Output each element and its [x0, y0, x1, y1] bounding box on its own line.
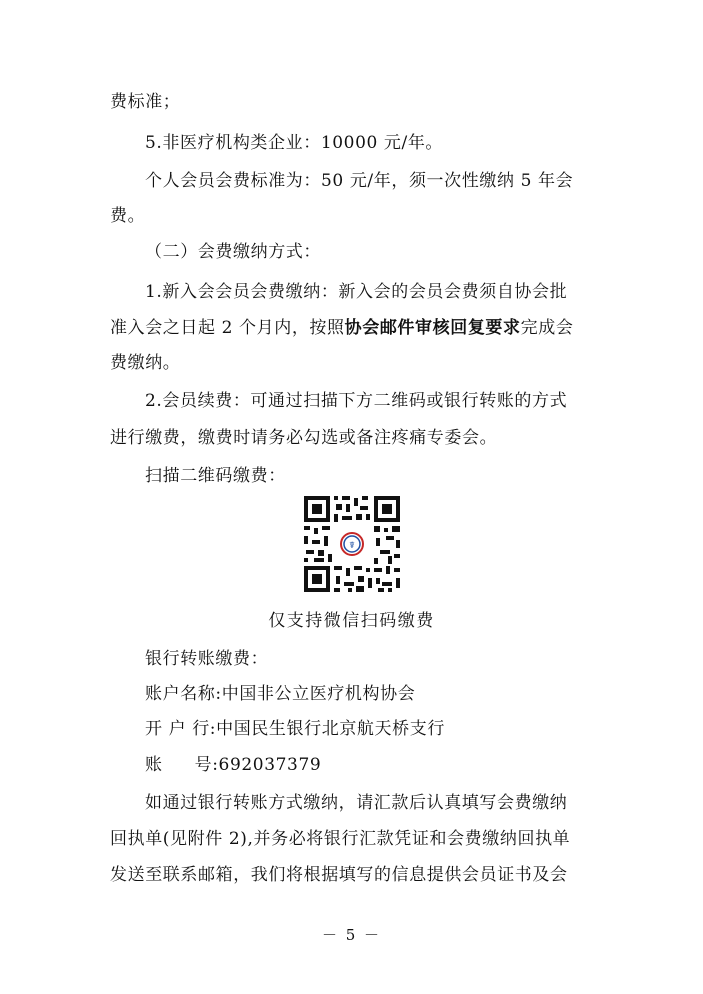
text-segment: 账	[145, 755, 163, 775]
text-line: 2.会员续费：可通过扫描下方二维码或银行转账的方式	[145, 391, 568, 411]
text-line: 费缴纳。	[110, 353, 181, 373]
section-heading: （二）会费缴纳方式：	[145, 242, 321, 262]
qr-caption: 仅支持微信扫码缴费	[268, 611, 435, 631]
account-number-line	[145, 755, 321, 775]
text-line: 费标准；	[110, 92, 181, 112]
svg-text:☤: ☤	[348, 541, 356, 551]
qr-code[interactable]	[302, 494, 402, 594]
page-number: － 5 －	[321, 926, 382, 944]
text-line: 1.新入会会员会费缴纳：新入会的会员会费须自协会批	[145, 282, 568, 302]
text-line: 扫描二维码缴费：	[145, 466, 286, 486]
text-line: 个人会员会费标准为：50 元/年，须一次性缴纳 5 年会	[145, 171, 574, 191]
text-line: 5.非医疗机构类企业：10000 元/年。	[145, 133, 444, 153]
text-line: 回执单(见附件 2),并务必将银行汇款凭证和会费缴纳回执单	[110, 829, 571, 849]
text-line	[110, 318, 573, 338]
text-line: 银行转账缴费：	[145, 649, 269, 669]
text-segment: 完成会	[520, 318, 574, 338]
bank-line: 开 户 行:中国民生银行北京航天桥支行	[145, 719, 445, 739]
text-line: 费。	[110, 206, 146, 226]
text-segment: 准入会之日起 2 个月内，按照	[110, 318, 345, 338]
account-name-line: 账户名称:中国非公立医疗机构协会	[145, 684, 416, 704]
text-line: 如通过银行转账方式缴纳，请汇款后认真填写会费缴纳	[145, 793, 568, 813]
text-segment: 号:692037379	[194, 755, 322, 775]
text-line: 进行缴费，缴费时请务必勾选或备注疼痛专委会。	[110, 428, 498, 448]
bold-text-segment: 协会邮件审核回复要求	[344, 318, 521, 338]
text-line: 发送至联系邮箱，我们将根据填写的信息提供会员证书及会	[110, 865, 568, 885]
